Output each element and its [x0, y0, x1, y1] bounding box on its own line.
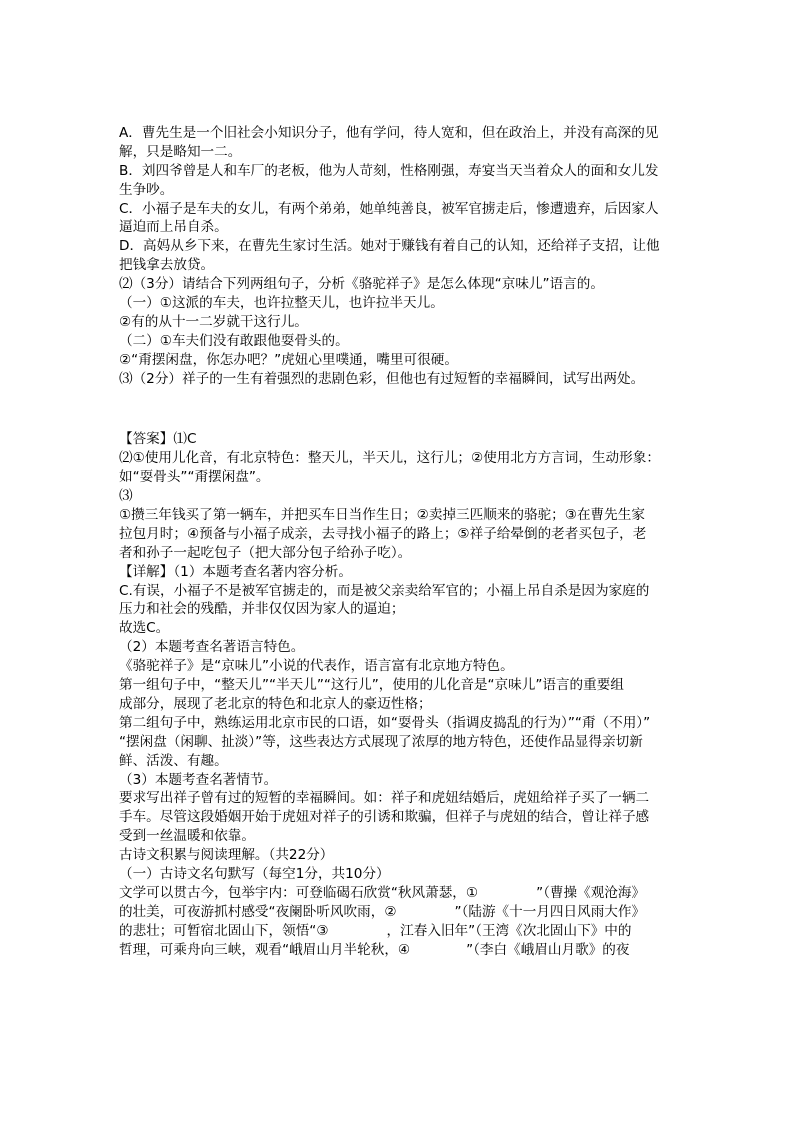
q3-stem: ⑶（2分）祥子的一生有着强烈的悲剧色彩，但他也有过短暂的幸福瞬间，试写出两处。 — [119, 370, 645, 387]
detail-label: 【详解】 — [119, 563, 174, 580]
answer-3-line-1: ①攒三年钱买了第一辆车，并把买车日当作生日；②卖掉三匹顺来的骆驼；③在曹先生家 — [119, 507, 645, 524]
option-d-line-2: 把钱拿去放贷。 — [119, 257, 215, 274]
answer-2-line-1: ⑵①使用儿化音，有北京特色：整天儿，半天儿，这行儿；②使用北方方言词，生动形象： — [119, 450, 660, 467]
detail-p3-head: （3）本题考查名著情节。 — [119, 771, 278, 788]
q2-group1-b: ②有的从十一二岁就干这行儿。 — [119, 313, 308, 330]
detail-p3-line-1: 要求写出祥子曾有过的短暂的幸福瞬间。如：祥子和虎妞结婚后，虎妞给祥子买了一辆二 — [119, 790, 650, 807]
detail-p1-line-1: C.有误，小福子不是被军官掳走的，而是被父亲卖给军官的；小福上吊自杀是因为家庭的 — [119, 582, 650, 599]
option-c-line-1: C．小福子是车夫的女儿，有两个弟弟，她单纯善良，被军官掳走后，惨遭遗弃，后因家人 — [119, 200, 659, 217]
detail-p3-line-2: 手车。尽管这段婚姻开始于虎妞对祥子的引诱和欺骗，但祥子与虎妞的结合，曾让祥子感 — [119, 809, 650, 826]
option-b-line-1: B．刘四爷曾是人和车厂的老板，他为人苛刻，性格刚强，寿宴当天当着众人的面和女儿发 — [119, 162, 659, 179]
answer-1: ⑴C — [173, 431, 197, 448]
q2-group2-b: ②“甭摆闲盘，你怎办吧？”虎妞心里噗通，嘴里可很硬。 — [119, 351, 458, 368]
detail-p2b-line-2: “摆闲盘（闲聊、扯淡）”等，这些表达方式展现了浓厚的地方特色，还使作品显得亲切新 — [119, 733, 643, 750]
poetry-line-3-a: 的悲壮；可暂宿北固山下，领悟“③ — [119, 922, 329, 939]
poetry-line-2-a: 的壮美，可夜游抓村感受“夜阑卧听风吹雨，② — [119, 903, 397, 920]
detail-p2b-line-3: 鲜、活泼、有趣。 — [119, 752, 228, 769]
poetry-line-2-b: ”（陆游《十一月四日风雨大作》 — [454, 903, 646, 920]
detail-p2a-line-2: 成部分，展现了老北京的特色和北京人的豪迈性格； — [119, 695, 432, 712]
answer-3-line-3: 者和孙子一起吃包子（把大部分包子给孙子吃）。 — [119, 544, 412, 561]
poetry-line-4-b: ”（李白《峨眉山月歌》的夜 — [466, 941, 630, 958]
option-a-line-2: 解，只是略知一二。 — [119, 143, 242, 160]
answer-3-number: ⑶ — [119, 488, 133, 505]
detail-p1-end: 故选C。 — [119, 620, 170, 637]
detail-p1-line-2: 压力和社会的残酷，并非仅仅因为家人的逼迫； — [119, 601, 405, 618]
detail-p2b-line-1: 第二组句子中，熟练运用北京市民的口语，如“耍骨头（指调皮捣乱的行为）”“甭（不用）” — [119, 714, 651, 731]
poetry-line-1-b: ”（曹操《观沧海》 — [536, 884, 646, 901]
poetry-sub-title: （一）古诗文名句默写（每空1分，共10分） — [119, 865, 390, 882]
detail-p1-head: （1）本题考查名著内容分析。 — [173, 563, 352, 580]
poetry-line-3-b: ，江春入旧年”（王湾《次北固山下》中的 — [386, 922, 632, 939]
answer-2-line-2: 如“耍骨头”“甭摆闲盘”。 — [119, 469, 270, 486]
q2-group1-a: （一）①这派的车夫，也许拉整天儿，也许拉半天儿。 — [119, 295, 444, 312]
option-c-line-2: 逼迫而上吊自杀。 — [119, 219, 228, 236]
answer-line-1 — [119, 430, 679, 449]
detail-p3-line-3: 受到一丝温暖和依靠。 — [119, 828, 255, 845]
option-a-line-1: A．曹先生是一个旧社会小知识分子，他有学问，待人宽和，但在政治上，并没有高深的见 — [119, 125, 659, 141]
poetry-section-title: 古诗文积累与阅读理解。（共22分） — [119, 847, 334, 864]
poetry-line-2 — [119, 903, 679, 922]
poetry-line-3 — [119, 922, 679, 941]
poetry-line-1-a: 文学可以贯古今，包举宇内：可登临碣石欣赏“秋风萧瑟，① — [119, 884, 479, 901]
poetry-line-4 — [119, 941, 679, 960]
detail-p2a-line-1: 第一组句子中，“整天儿”“半天儿”“这行儿”，使用的儿化音是“京味儿”语言的重要组 — [119, 677, 624, 694]
option-b-line-2: 生争吵。 — [119, 181, 174, 198]
answer-3-line-2: 拉包月时；④预备与小福子成亲，去寻找小福子的路上；⑤祥子给晕倒的老者买包子，老 — [119, 525, 647, 542]
poetry-line-4-a: 哲理，可乘舟向三峡，观看“峨眉山月半轮秋，④ — [119, 941, 411, 958]
detail-line-1 — [119, 563, 679, 582]
answer-label: 【答案】 — [119, 431, 174, 448]
q2-group2-a: （二）①车夫们没有敢跟他耍骨头的。 — [119, 332, 349, 349]
spacer — [119, 388, 679, 430]
poetry-line-1 — [119, 884, 679, 903]
document-page — [119, 124, 679, 959]
detail-p2-head: （2）本题考查名著语言特色。 — [119, 639, 305, 656]
q2-stem: ⑵（3分）请结合下列两组句子，分析《骆驼祥子》是怎么体现“京味儿”语言的。 — [119, 276, 604, 293]
option-d-line-1: D．高妈从乡下来，在曹先生家讨生活。她对于赚钱有着自己的认知，还给祥子支招，让他 — [119, 238, 660, 255]
detail-p2-intro: 《骆驼祥子》是“京味儿”小说的代表作，语言富有北京地方特色。 — [119, 658, 514, 675]
